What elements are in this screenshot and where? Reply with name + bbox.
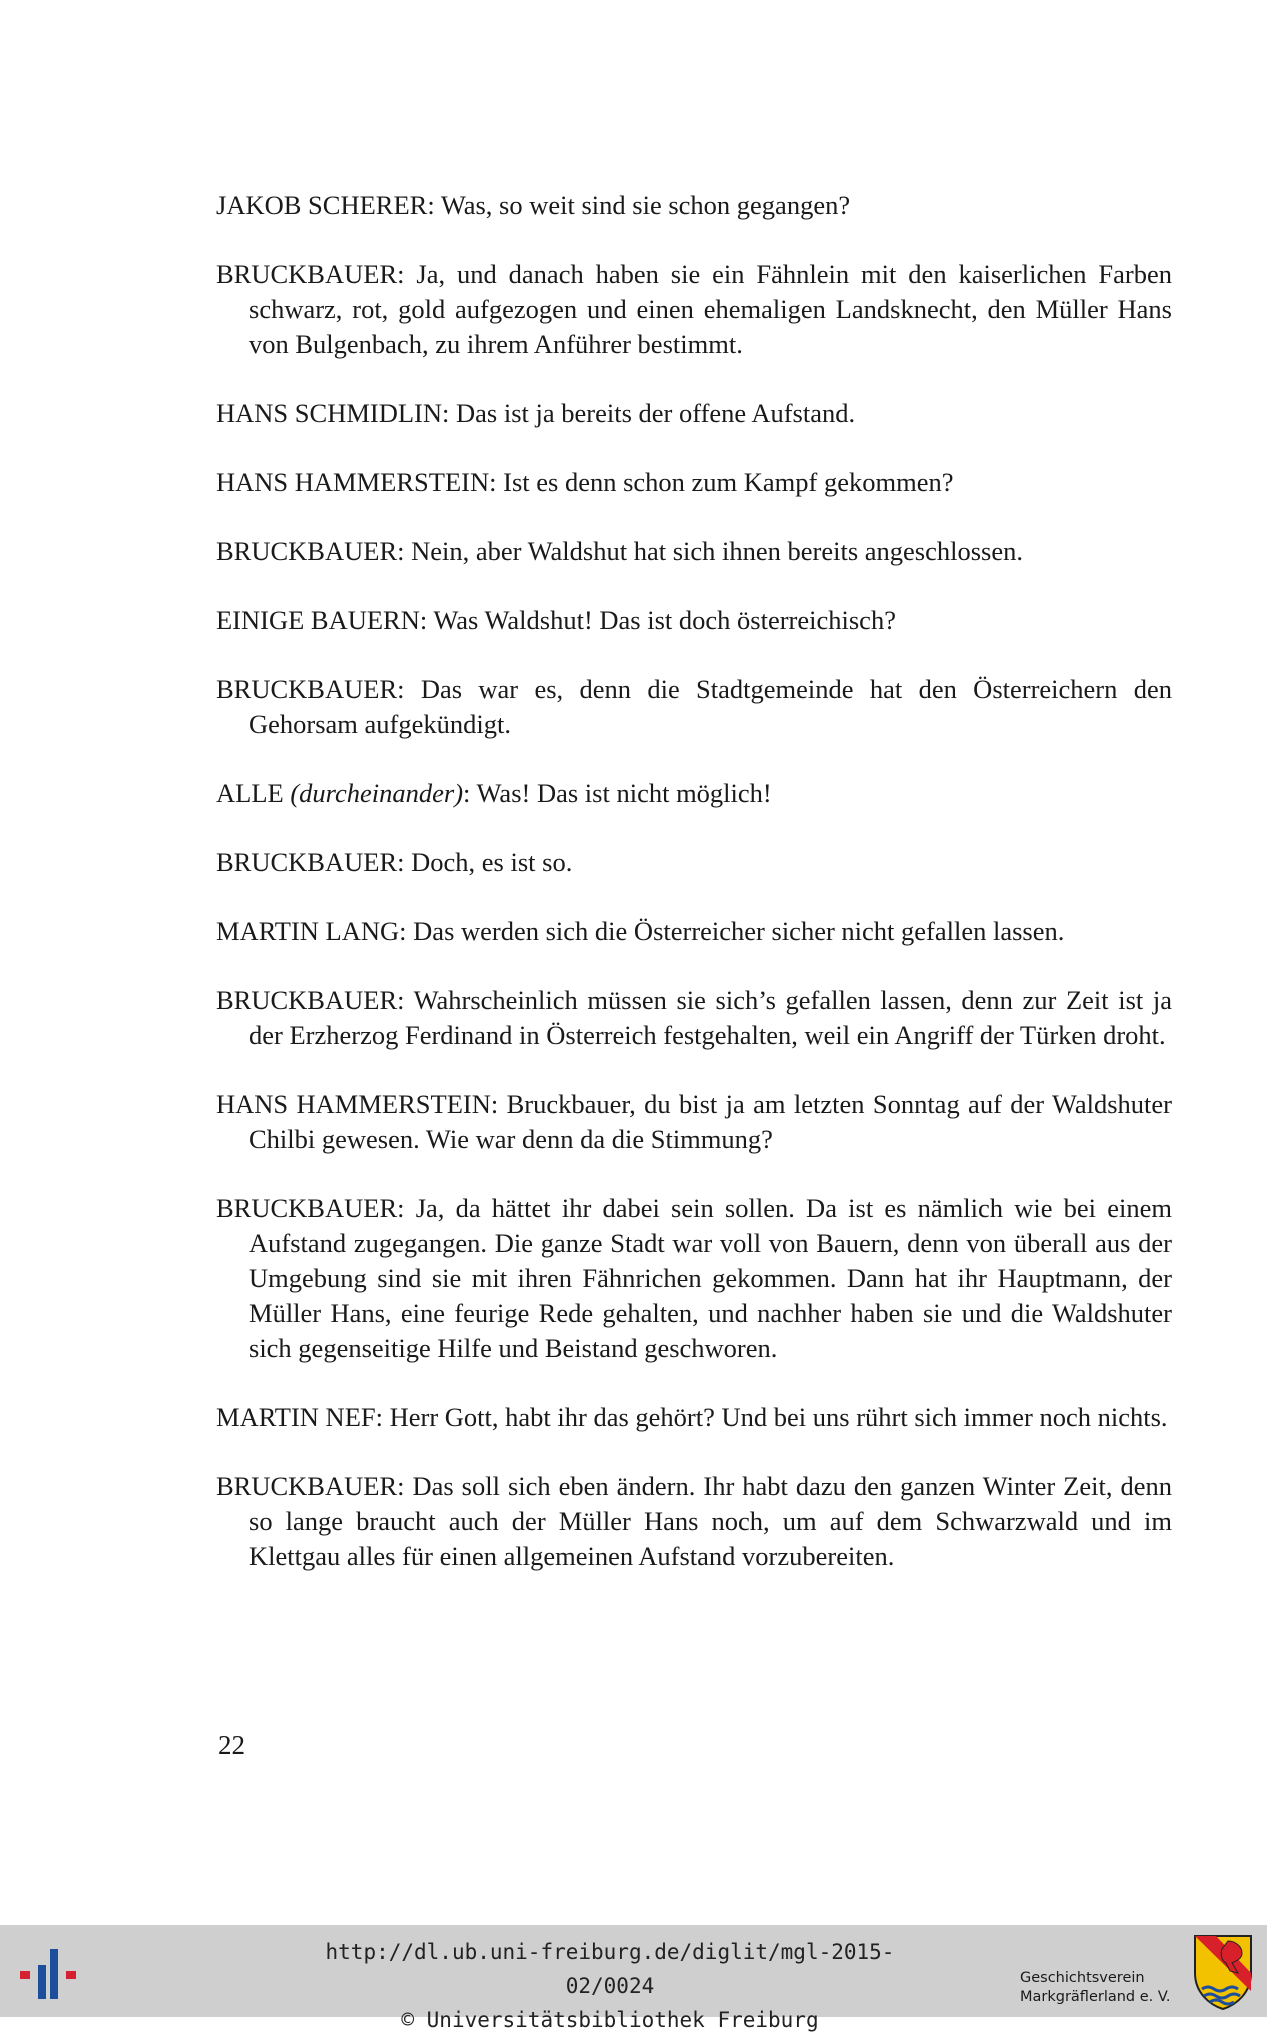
speaker-name: HANS SCHMIDLIN (216, 398, 443, 428)
speaker-name: EINIGE BAUERN (216, 605, 420, 635)
dialogue-line: HANS HAMMERSTEIN: Bruckbauer, du bist ja am letzten Sonntag auf der Waldshuter Chilbi gewesen. Wie war denn da die Stimmung? (216, 1089, 1172, 1154)
spoken-text: Herr Gott, habt ihr das gehört? Und bei uns rührt sich immer noch nichts. (389, 1402, 1168, 1432)
spoken-text: Nein, aber Waldshut hat sich ihnen bereits angeschlossen. (411, 536, 1023, 566)
society-line-2: Markgräflerland e. V. (1020, 1989, 1171, 2005)
dialogue-line: BRUCKBAUER: Nein, aber Waldshut hat sich ihnen bereits angeschlossen. (216, 536, 1023, 566)
speaker-name: JAKOB SCHERER (216, 190, 428, 220)
speaker-name: BRUCKBAUER (216, 847, 398, 877)
dialogue-line: HANS SCHMIDLIN: Das ist ja bereits der offene Aufstand. (216, 398, 856, 428)
speaker-name: BRUCKBAUER (216, 674, 398, 704)
dialogue-line: BRUCKBAUER: Ja, und danach haben sie ein Fähnlein mit den kaiserlichen Farben schwarz, rot, gold aufgezogen und einen ehemaligen Landsknecht, den Müller Hans von Bulgenbach, zu ihrem Anführer bestimmt. (216, 259, 1172, 359)
speaker-name: BRUCKBAUER (216, 1471, 398, 1501)
footer-copyright: © Universitätsbibliothek Freiburg (401, 2008, 819, 2032)
spoken-text: Was, so weit sind sie schon gegangen? (440, 190, 851, 220)
speaker-name: HANS HAMMERSTEIN (216, 467, 490, 497)
coat-of-arms-icon (1192, 1933, 1254, 2011)
speaker-name: MARTIN LANG (216, 916, 400, 946)
spoken-text: Was! Das ist nicht möglich! (476, 778, 772, 808)
dialogue-line: HANS HAMMERSTEIN: Ist es denn schon zum Kampf gekommen? (216, 467, 954, 497)
speaker-name: BRUCKBAUER (216, 259, 398, 289)
spoken-text: Das war es, denn die Stadtgemeinde hat den Österreichern den Gehorsam aufgekündigt. (249, 674, 1172, 739)
dialogue-line: BRUCKBAUER: Das war es, denn die Stadtgemeinde hat den Österreichern den Gehorsam aufgekündigt. (216, 674, 1172, 739)
speaker-name: BRUCKBAUER (216, 1193, 398, 1223)
dialogue-line: BRUCKBAUER: Das soll sich eben ändern. Ihr habt dazu den ganzen Winter Zeit, denn so lange braucht auch der Müller Hans noch, um auf dem Schwarzwald und im Klettgau alles für einen allgemeinen Aufstand vorzubereiten. (216, 1471, 1172, 1571)
dialogue-line: ALLE (durcheinander): Was! Das ist nicht möglich! (216, 778, 772, 808)
spoken-text: Das ist ja bereits der offene Aufstand. (456, 398, 856, 428)
spoken-text: Ist es denn schon zum Kampf gekommen? (503, 467, 954, 497)
spoken-text: Wahrscheinlich müssen sie sich’s gefallen lassen, denn zur Zeit ist ja der Erzherzog Ferdinand in Österreich festgehalten, weil ein Angriff der Türken droht. (249, 985, 1173, 1050)
footer-center (300, 1935, 920, 2037)
dialogue-line: BRUCKBAUER: Ja, da hättet ihr dabei sein sollen. Da ist es nämlich wie bei einem Aufstand zugegangen. Die ganze Stadt war voll von Bauern, denn von überall aus der Umgebung sind sie mit ihren Fähnrichen gekommen. Dann hat ihr Hauptmann, der Müller Hans, eine feurige Rede gehalten, und nachher haben sie und die Waldshuter sich gegenseitige Hilfe und Beistand geschworen. (216, 1193, 1172, 1363)
spoken-text: Bruckbauer, du bist ja am letzten Sonntag auf der Waldshuter Chilbi gewesen. Wie war denn da die Stimmung? (249, 1089, 1172, 1154)
spoken-text: Was Waldshut! Das ist doch österreichisch? (433, 605, 896, 635)
dialogue-line: BRUCKBAUER: Doch, es ist so. (216, 847, 573, 877)
dialogue-text (216, 188, 1172, 1608)
library-footer (0, 1925, 1267, 2032)
ub-freiburg-logo-icon (18, 1949, 82, 2001)
spoken-text: Ja, und danach haben sie ein Fähnlein mit den kaiserlichen Farben schwarz, rot, gold aufgezogen und einen ehemaligen Landsknecht, den Müller Hans von Bulgenbach, zu ihrem Anführer bestimmt. (249, 259, 1172, 359)
society-line-1: Geschichtsverein (1020, 1970, 1145, 1986)
footer-url-link[interactable]: http://dl.ub.uni-freiburg.de/diglit/mgl-2015-02/0024 (325, 1940, 895, 1998)
society-name (1020, 1969, 1180, 2007)
speaker-name: ALLE (216, 778, 284, 808)
speaker-name: BRUCKBAUER (216, 985, 398, 1015)
spoken-text: Das werden sich die Österreicher sicher nicht gefallen lassen. (413, 916, 1065, 946)
speaker-name: MARTIN NEF (216, 1402, 376, 1432)
spoken-text: Doch, es ist so. (411, 847, 573, 877)
spoken-text: Ja, da hättet ihr dabei sein sollen. Da ist es nämlich wie bei einem Aufstand zugegangen. Die ganze Stadt war voll von Bauern, denn von überall aus der Umgebung sind sie mit ihren Fähnrichen gekommen. Dann hat ihr Hauptmann, der Müller Hans, eine feurige Rede gehalten, und nachher haben sie und die Waldshuter sich gegenseitige Hilfe und Beistand geschworen. (249, 1193, 1172, 1363)
speaker-name: HANS HAMMERSTEIN (216, 1089, 491, 1119)
stage-direction: (durcheinander) (290, 778, 464, 808)
dialogue-line: BRUCKBAUER: Wahrscheinlich müssen sie sich’s gefallen lassen, denn zur Zeit ist ja der Erzherzog Ferdinand in Österreich festgehalten, weil ein Angriff der Türken droht. (216, 985, 1173, 1050)
dialogue-line: MARTIN NEF: Herr Gott, habt ihr das gehört? Und bei uns rührt sich immer noch nichts. (216, 1402, 1168, 1432)
spoken-text: Das soll sich eben ändern. Ihr habt dazu den ganzen Winter Zeit, denn so lange braucht auch der Müller Hans noch, um auf dem Schwarzwald und im Klettgau alles für einen allgemeinen Aufstand vorzubereiten. (249, 1471, 1172, 1571)
dialogue-line: JAKOB SCHERER: Was, so weit sind sie schon gegangen? (216, 190, 851, 220)
dialogue-line: EINIGE BAUERN: Was Waldshut! Das ist doch österreichisch? (216, 605, 896, 635)
dialogue-line: MARTIN LANG: Das werden sich die Österreicher sicher nicht gefallen lassen. (216, 916, 1065, 946)
page-number: 22 (218, 1730, 245, 1760)
speaker-name: BRUCKBAUER (216, 536, 398, 566)
